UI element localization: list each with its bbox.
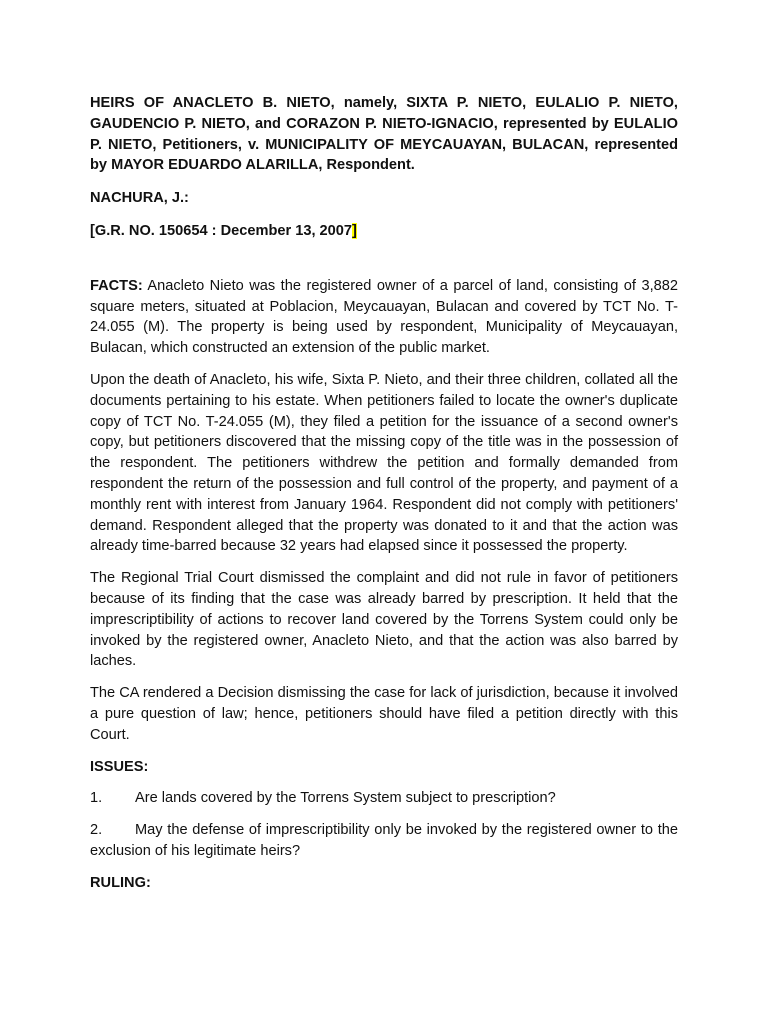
issue-item [90, 820, 678, 862]
facts-text: Anacleto Nieto was the registered owner of a parcel of land, consisting of 3,882 square meters, situated at Poblacion, Meycauayan, Bulacan and covered by TCT No. T-24.055 (M). The property is being used by respondent, Municipality of Meycauayan, Bulacan, which constructed an extension of the public market. [90, 277, 678, 357]
issues-heading: ISSUES: [90, 758, 149, 775]
case-caption: HEIRS OF ANACLETO B. NIETO, namely, SIXTA P. NIETO, EULALIO P. NIETO, GAUDENCIO P. NIETO, and CORAZON P. NIETO-IGNACIO, represented by EULALIO P. NIETO, Petitioners, v. MUNICIPALITY OF MEYCAUAYAN, BULACAN, represented by MAYOR EDUARDO ALARILLA, Respondent. [90, 95, 678, 174]
document-page [90, 93, 678, 905]
issue-text: May the defense of imprescriptibility only be invoked by the registered owner to the exclusion of his legitimate heirs? [90, 822, 678, 859]
issue-item [90, 788, 678, 809]
case-number [90, 221, 678, 242]
paragraph-rtc-ruling: The Regional Trial Court dismissed the complaint and did not rule in favor of petitioners because of its finding that the case was already barred by prescription. It held that the imprescriptibility of actions to recover land covered by the Torrens System could only be invoked by the registered owner, Anacleto Nieto, and that the action was also barred by laches. [90, 570, 678, 670]
ponente: NACHURA, J.: [90, 190, 189, 207]
facts-paragraph [90, 276, 678, 359]
case-number-text: [G.R. NO. 150654 : December 13, 2007 [90, 222, 353, 239]
issue-number: 2. [90, 822, 103, 839]
highlighted-bracket: ] [352, 222, 357, 239]
paragraph-death-of-anacleto: Upon the death of Anacleto, his wife, Sixta P. Nieto, and their three children, collated all the documents pertaining to his estate. When petitioners failed to locate the owner's duplicate copy of TCT No. T-24.055 (M), they filed a petition for the issuance of a second owner's copy, but petitioners discovered that the missing copy of the title was in the possession of the respondent. The petitioners withdrew the petition and formally demanded from respondent the return of the possession and full control of the property, and payment of a monthly rent with interest from January 1964. Respondent did not comply with petitioners' demand. Respondent alleged that the property was donated to it and that the action was already time-barred because 32 years had elapsed since it possessed the property. [90, 371, 678, 555]
issue-number: 1. [90, 790, 103, 807]
issue-text: Are lands covered by the Torrens System subject to prescription? [135, 790, 556, 807]
facts-label: FACTS: [90, 277, 143, 294]
paragraph-ca-decision: The CA rendered a Decision dismissing the case for lack of jurisdiction, because it involved a pure question of law; hence, petitioners should have filed a petition directly with this Court. [90, 685, 678, 743]
ruling-heading: RULING: [90, 874, 151, 891]
